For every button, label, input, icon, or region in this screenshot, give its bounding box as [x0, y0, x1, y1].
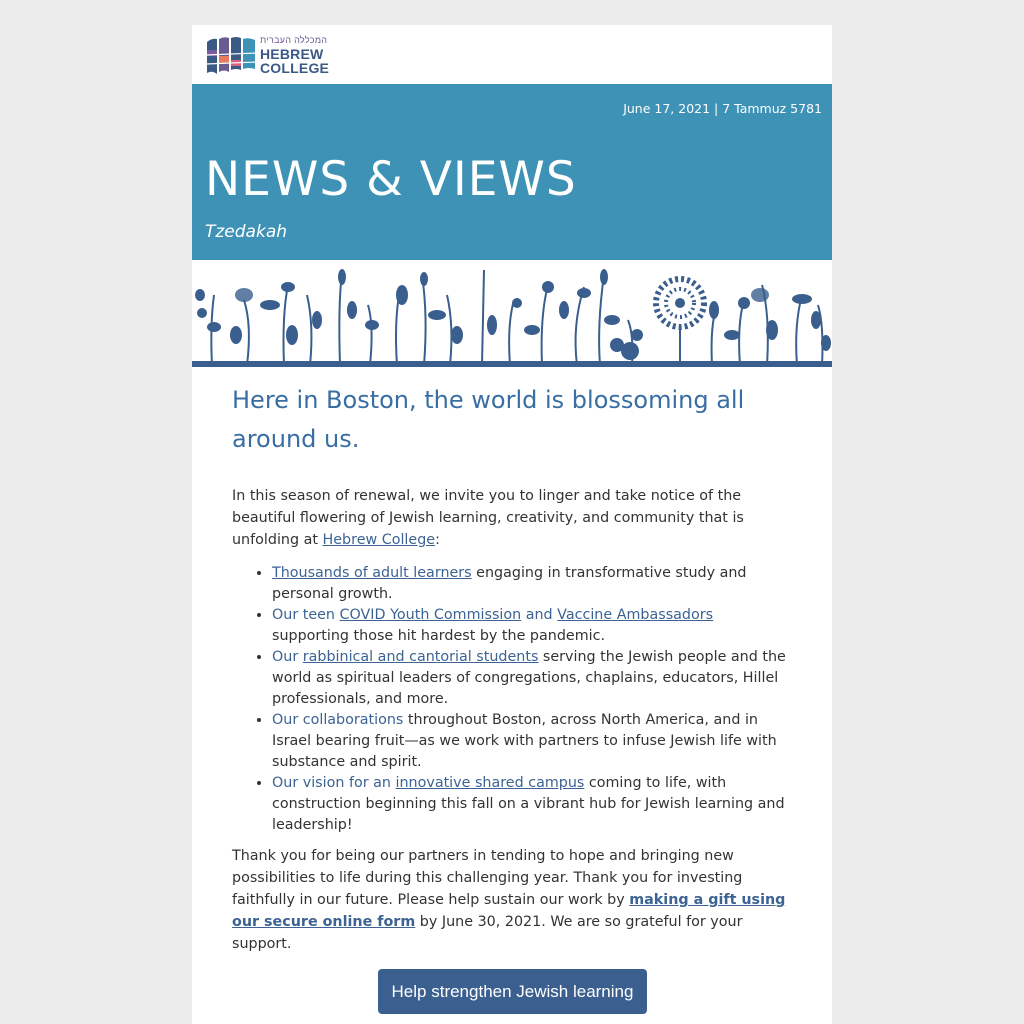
- list-item-text: engaging in transformative study and personal growth.: [272, 565, 747, 602]
- highlights-list: [232, 563, 792, 836]
- list-item-text: supporting those hit hardest by the pandemic.: [272, 628, 606, 644]
- list-item-prefix: Our vision for an: [272, 775, 396, 791]
- newsletter-subtitle: Tzedakah: [205, 222, 288, 242]
- list-item-prefix: Our teen: [272, 607, 340, 623]
- hero-banner: [192, 84, 832, 260]
- intro-end: :: [435, 532, 440, 548]
- hebrew-college-link[interactable]: Hebrew College: [322, 532, 436, 548]
- list-item: [272, 563, 792, 605]
- intro-text: In this season of renewal, we invite you to linger and take notice of the beautiful flowering of Jewish learning, creativity, and community that is unfolding at: [232, 488, 744, 548]
- issue-date: June 17, 2021 | 7 Tammuz 5781: [623, 101, 822, 116]
- thanks-text: Thank you for being our partners in tending to hope and bringing new possibilities to life during this challenging year. Thank you for investing faithfully in our future. Please help sustain our work by: [232, 848, 743, 908]
- thanks-paragraph: [232, 845, 792, 955]
- logo-line-2: COLLEGE: [260, 60, 330, 76]
- list-item-prefix: Our: [272, 649, 303, 665]
- list-item: [272, 605, 792, 647]
- list-item-prefix: Our collaborations: [272, 712, 404, 728]
- list-item: [272, 647, 792, 710]
- list-item: [272, 710, 792, 773]
- flowers-illustration: [192, 265, 832, 367]
- adult-learners-link[interactable]: Thousands of adult learners: [272, 565, 472, 581]
- shared-campus-link[interactable]: innovative shared campus: [395, 775, 585, 791]
- covid-youth-commission-link[interactable]: COVID Youth Commission: [339, 607, 522, 623]
- list-item-text: serving the Jewish people and the world as spiritual leaders of congregations, chaplains, educators, Hillel professionals, and more.: [272, 649, 786, 707]
- hebrew-college-logo-icon[interactable]: [206, 36, 256, 74]
- logo-bar: [192, 25, 832, 84]
- list-item: [272, 773, 792, 836]
- article-body: [232, 381, 792, 955]
- list-item-conjunction: and: [521, 607, 558, 623]
- logo-hebrew-text: המכללה העברית: [260, 35, 328, 45]
- thanks-end: by June 30, 2021. We are so grateful for your support.: [232, 914, 743, 952]
- email-container: [192, 25, 832, 1024]
- donate-button[interactable]: Help strengthen Jewish learning: [378, 969, 647, 1014]
- list-item-text: coming to life, with construction beginning this fall on a vibrant hub for Jewish learning and leadership!: [272, 775, 785, 833]
- rabbinical-students-link[interactable]: rabbinical and cantorial students: [302, 649, 539, 665]
- gift-form-link[interactable]: making a gift using our secure online form: [232, 892, 786, 930]
- list-item-text: throughout Boston, across North America, and in Israel bearing fruit—as we work with partners to infuse Jewish life with substance and spirit.: [272, 712, 777, 770]
- vaccine-ambassadors-link[interactable]: Vaccine Ambassadors: [557, 607, 714, 623]
- logo-line-1: HEBREW: [260, 46, 324, 62]
- intro-paragraph: [232, 485, 792, 551]
- logo-wordmark[interactable]: [260, 33, 329, 75]
- newsletter-title: NEWS & VIEWS: [205, 152, 577, 207]
- article-heading: Here in Boston, the world is blossoming all around us.: [232, 386, 745, 453]
